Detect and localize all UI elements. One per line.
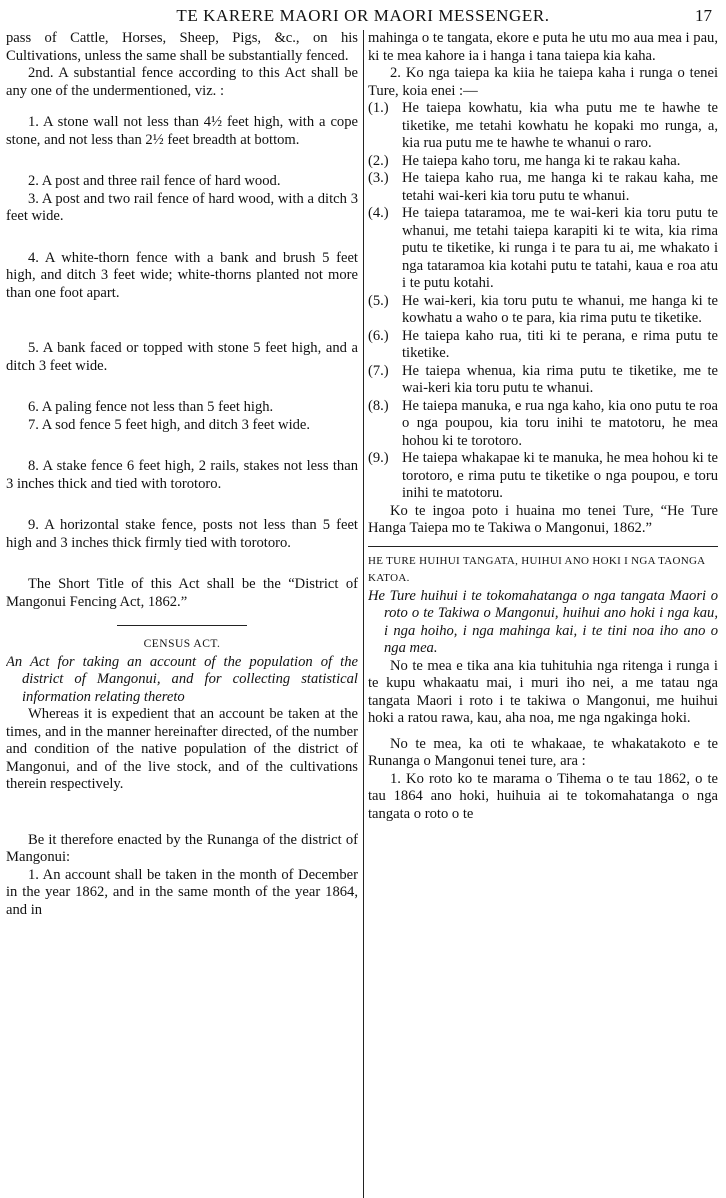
maori-enacted-text: No te mea, ka oti te whakaae, te whakatakoto e te Runanga o Mangonui tenei ture, ara : bbox=[368, 735, 718, 769]
fence-type-6: 6. A paling fence not less than 5 feet high. bbox=[28, 399, 274, 415]
maori-section-2: 2. Ko nga taiepa ka kiia he taiepa kaha i runga o tenei Ture, koia enei :— bbox=[368, 65, 718, 99]
census-act-subtitle: An Act for taking an account of the population of the district of Mangonui, and for collecting statistical information relating thereto bbox=[6, 653, 358, 705]
maori-fence-item-text: He taiepa kaho rua, titi ki te perana, e rima putu te tiketike. bbox=[402, 327, 718, 361]
maori-fence-item-number: (5.) bbox=[368, 292, 389, 309]
maori-fence-item bbox=[368, 170, 718, 205]
census-enacted-text: Be it therefore enacted by the Runanga of the district of Mangonui: bbox=[6, 831, 358, 865]
column-divider bbox=[363, 30, 364, 1198]
fencing-short-title: The Short Title of this Act shall be the “District of Mangonui Fencing Act, 1862.” bbox=[6, 576, 358, 610]
maori-whereas-text: No te mea e tika ana kia tuhituhia nga ritenga i runga i te kupu whakaatu mai, i muri iho nei, a me tatau nga tangata Maori i roto i te takiwa o Mangonui, me huihui hoki a ratou rawa, kau, aha noa, me nga ngakinga hoki. bbox=[368, 657, 718, 726]
maori-fence-item-text: He taiepa kowhatu, kia wha putu me te hawhe te tiketike, me tetahi kowhatu he kopaki mo runga, a, kia rua putu me te hawhe te whanui o raro. bbox=[402, 100, 718, 151]
page-number: 17 bbox=[695, 6, 712, 25]
maori-fence-item-number: (2.) bbox=[368, 152, 389, 169]
maori-fence-item-text: He taiepa whenua, kia rima putu te tiketike, me te wai-keri kia toru putu te whanui. bbox=[402, 362, 718, 396]
fence-type-4: 4. A white-thorn fence with a bank and brush 5 feet high, and ditch 3 feet wide; white-thorns planted not more than one foot apart. bbox=[6, 249, 358, 301]
fence-type-3: 3. A post and two rail fence of hard wood, with a ditch 3 feet wide. bbox=[6, 190, 358, 224]
fence-type-1: 1. A stone wall not less than 4½ feet high, with a cope stone, and not less than 2½ feet breadth at bottom. bbox=[6, 114, 358, 148]
maori-intro-text: mahinga o te tangata, ekore e puta he utu mo aua mea i pau, ki te mea kahore ia i hanga i tana taiepa kia kaha. bbox=[368, 30, 718, 64]
maori-census-subtitle: He Ture huihui i te tokomahatanga o nga tangata Maori o roto o te Takiwa o Mangonui, huihui ano hoki i nga kau, i nga hoiho, i nga mahinga kai, i te tini noa iho ano o nga mea. bbox=[368, 587, 718, 656]
maori-fence-item-number: (7.) bbox=[368, 362, 389, 379]
maori-column bbox=[368, 30, 718, 1198]
maori-clause-1: 1. Ko roto ko te marama o Tihema o te tau 1862, o te tau 1864 ano hoki, huihuia ai te tokomahatanga o nga tangata o roto o te bbox=[368, 770, 718, 822]
section-separator-rule bbox=[368, 546, 718, 547]
maori-fence-item-text: He taiepa whakapae ki te manuka, he mea hohou ki te torotoro, e rima putu te tiketike o nga poupou, e toru inihi te matotoru. bbox=[402, 450, 718, 501]
maori-fence-item-text: He taiepa kaho rua, me hanga ki te rakau kaha, me tetahi wai-keri kia toru putu te whanui. bbox=[402, 170, 718, 204]
maori-fence-item bbox=[368, 205, 718, 293]
newspaper-title: TE KARERE MAORI OR MAORI MESSENGER. bbox=[176, 6, 550, 25]
maori-fence-item bbox=[368, 398, 718, 451]
maori-fence-item-text: He taiepa kaho toru, me hanga ki te rakau kaha. bbox=[402, 152, 681, 169]
section-separator-rule bbox=[117, 625, 247, 626]
maori-fence-item-number: (9.) bbox=[368, 450, 389, 466]
maori-fence-item-text: He wai-keri, kia toru putu te whanui, me hanga ki te kowhatu a waho o te para, kia rima putu te tiketike. bbox=[402, 292, 718, 326]
maori-fence-item-number: (1.) bbox=[368, 100, 389, 116]
fence-type-9: 9. A horizontal stake fence, posts not less than 5 feet high and 3 inches thick firmly tied with torotoro. bbox=[6, 517, 358, 551]
maori-census-heading: HE TURE HUIHUI TANGATA, HUIHUI ANO HOKI I NGA TAONGA KATOA. bbox=[368, 554, 705, 584]
fence-type-5: 5. A bank faced or topped with stone 5 feet high, and a ditch 3 feet wide. bbox=[6, 340, 358, 374]
census-clause-1: 1. An account shall be taken in the month of December in the year 1862, and in the same month of the year 1864, and in bbox=[6, 866, 358, 918]
maori-fence-item bbox=[368, 100, 718, 153]
fencing-intro-text: pass of Cattle, Horses, Sheep, Pigs, &c., on his Cultivations, unless the same shall be substantially fenced. bbox=[6, 30, 358, 64]
maori-fence-item-number: (8.) bbox=[368, 397, 389, 414]
fence-type-2: 2. A post and three rail fence of hard wood. bbox=[28, 173, 281, 189]
maori-fence-item-text: He taiepa manuka, e rua nga kaho, kia ono putu te roa o nga poupou, kia toru inihi te matotoru, he mea hohou ki te torotoro. bbox=[402, 397, 718, 449]
maori-short-title: Ko te ingoa poto i huaina mo tenei Ture, “He Ture Hanga Taiepa mo te Takiwa o Mangonui, 1862.” bbox=[368, 502, 718, 536]
maori-fence-item-text: He taiepa tataramoa, me te wai-keri kia toru putu te whanui, me tetahi taiepa karapiti ki te wita, kia rima putu te tiketike, ki runga i te para tu ai, me whakato i nga tataramoa kia kotahi putu te tatahi, kaua e roa atu i te putu kotahi. bbox=[402, 205, 718, 291]
maori-fence-item-number: (3.) bbox=[368, 170, 389, 186]
census-act-heading: CENSUS ACT. bbox=[143, 638, 221, 650]
census-whereas-text: Whereas it is expedient that an account be taken at the times, and in the manner hereinafter directed, of the number and condition of the native population of the district of Mangonui, and of the live stock, and of the cultivations therein respectively. bbox=[6, 706, 358, 792]
page-header bbox=[0, 6, 726, 28]
maori-fence-item bbox=[368, 293, 718, 328]
maori-fence-item bbox=[368, 328, 718, 363]
fencing-section-2: 2nd. A substantial fence according to this Act shall be any one of the undermentioned, viz. : bbox=[6, 65, 358, 99]
maori-fence-item-number: (6.) bbox=[368, 327, 389, 344]
fence-type-8: 8. A stake fence 6 feet high, 2 rails, stakes not less than 3 inches thick and tied with torotoro. bbox=[6, 458, 358, 492]
maori-fence-item bbox=[368, 363, 718, 398]
fence-type-7: 7. A sod fence 5 feet high, and ditch 3 feet wide. bbox=[28, 416, 311, 433]
maori-fence-item-number: (4.) bbox=[368, 205, 389, 221]
maori-fence-item bbox=[368, 153, 718, 171]
english-column bbox=[6, 30, 358, 1198]
maori-fence-item bbox=[368, 450, 718, 503]
